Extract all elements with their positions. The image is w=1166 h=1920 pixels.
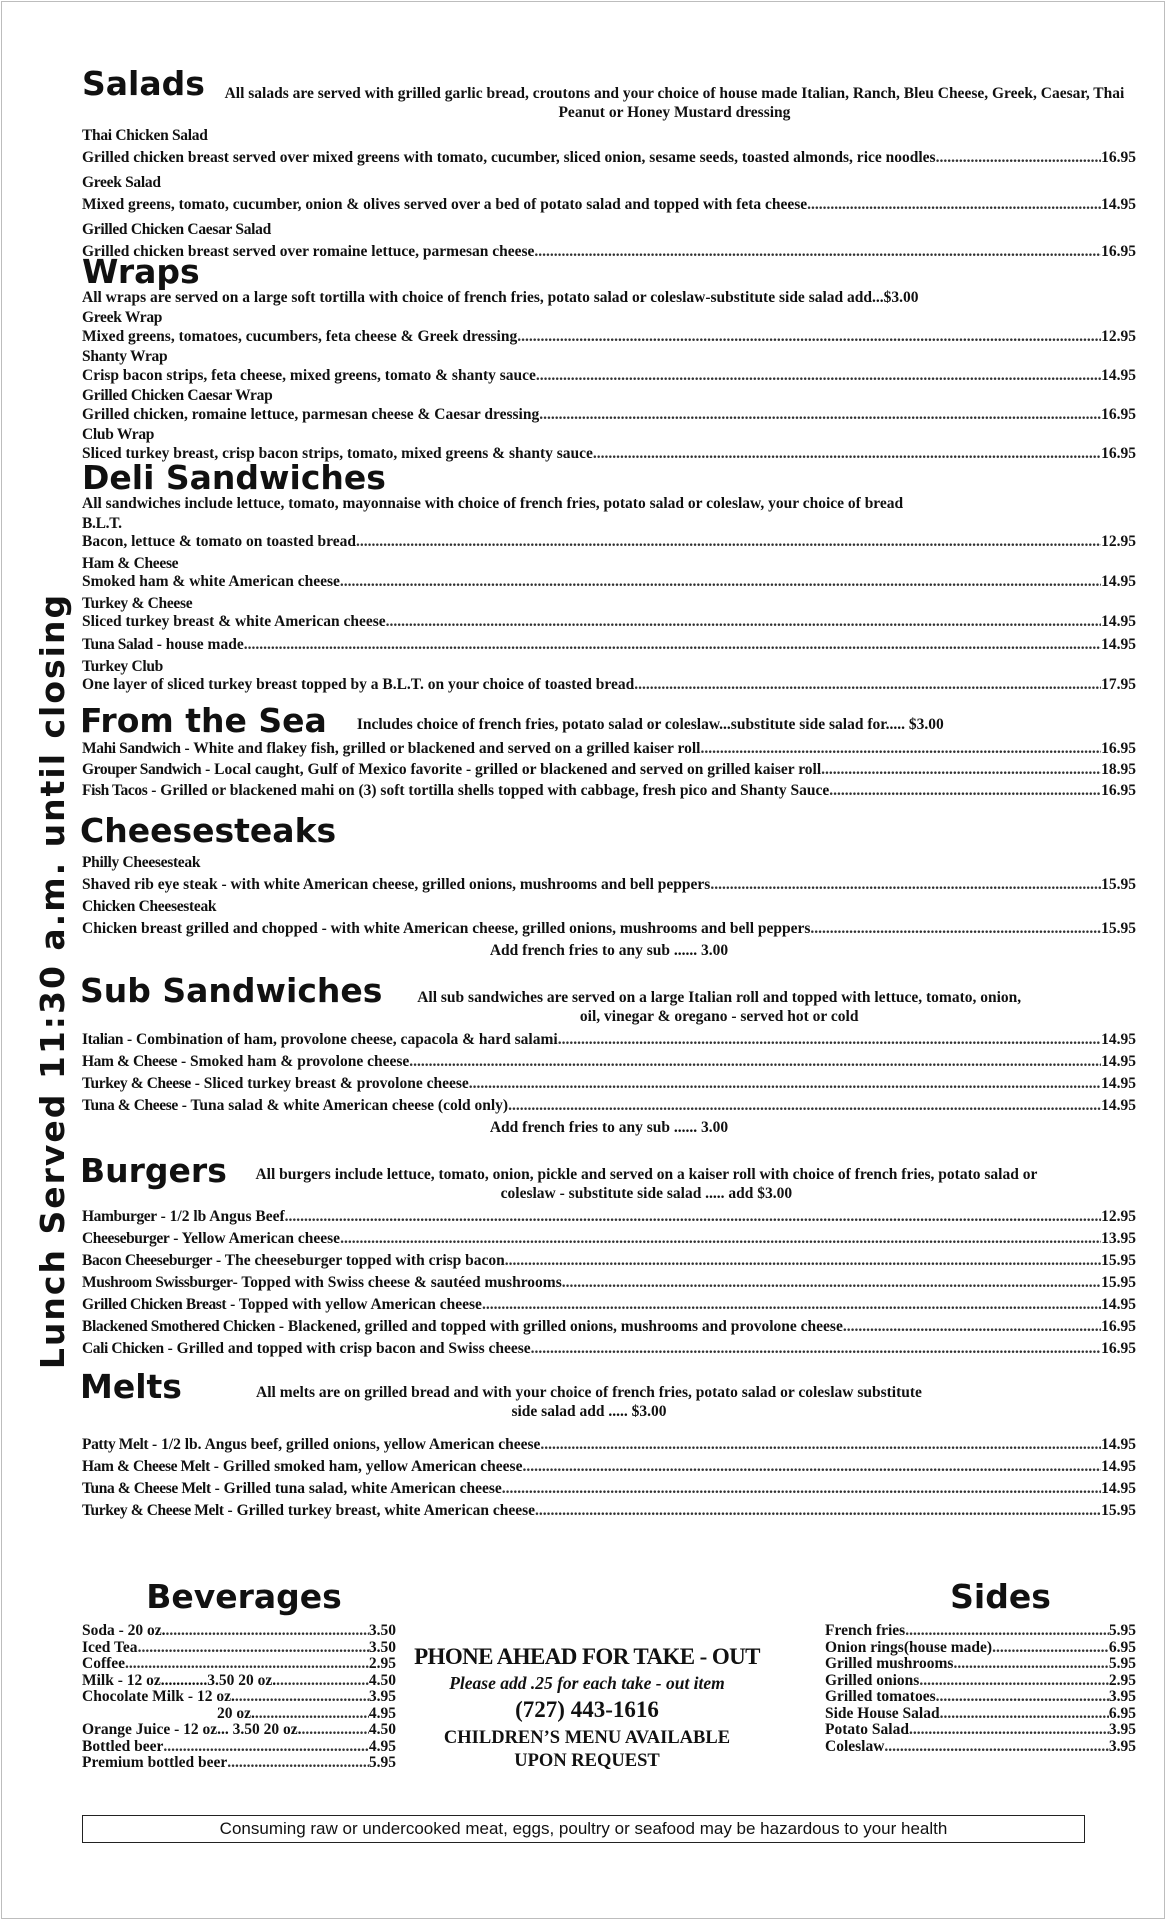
item-desc: - Combination of ham, provolone cheese, capacola & hard salami bbox=[123, 1031, 558, 1048]
takeout-info bbox=[407, 1643, 767, 1771]
menu-item-line bbox=[82, 1501, 1136, 1520]
sea-section bbox=[82, 703, 1136, 813]
item-price: 13.95 bbox=[1101, 1230, 1136, 1247]
item-desc: Mixed greens, tomato, cucumber, onion & olives served over a bed of potato salad and topped with feta cheese bbox=[82, 196, 808, 213]
beverage-line bbox=[82, 1673, 396, 1690]
item-name: Greek Salad bbox=[82, 174, 161, 191]
item-price: 14.95 bbox=[1101, 1436, 1136, 1453]
item-desc: - 1/2 lb Angus Beef bbox=[156, 1208, 285, 1225]
item-price: 14.95 bbox=[1101, 1031, 1136, 1048]
side-line bbox=[825, 1689, 1136, 1706]
item-name: Philly Cheesesteak bbox=[82, 854, 201, 871]
subs-section bbox=[82, 973, 1136, 1153]
sea-description: Includes choice of french fries, potato salad or coleslaw...substitute side salad for..... $3.00 bbox=[356, 716, 944, 733]
burgers-title: Burgers bbox=[80, 1151, 227, 1190]
item-name: Mushroom Swissburger bbox=[82, 1274, 233, 1291]
subs-title: Sub Sandwiches bbox=[80, 971, 383, 1010]
item-desc: - Topped with yellow American cheese bbox=[226, 1296, 482, 1313]
item-name: Thai Chicken Salad bbox=[82, 127, 208, 144]
menu-item-line bbox=[82, 327, 1136, 346]
side-label: Onion rings(house made) bbox=[825, 1638, 993, 1656]
menu-item-line bbox=[82, 1074, 1136, 1093]
item-name: Club Wrap bbox=[82, 426, 155, 443]
side-label: Potato Salad bbox=[825, 1721, 909, 1738]
item-price: 14.95 bbox=[1101, 1097, 1136, 1114]
item-price: 14.95 bbox=[1101, 573, 1136, 590]
burgers-section bbox=[82, 1153, 1136, 1369]
item-desc: - 1/2 lb. Angus beef, grilled onions, yellow American cheese bbox=[148, 1436, 541, 1453]
beverage-price: 3.95 bbox=[368, 1688, 396, 1705]
menu-item-line bbox=[82, 1435, 1136, 1454]
beverage-line bbox=[82, 1623, 396, 1640]
beverage-price: 4.50 bbox=[368, 1721, 396, 1738]
beverage-label: Orange Juice - 12 oz... 3.50 20 oz. bbox=[82, 1721, 302, 1738]
item-desc: Grilled chicken breast served over mixed greens with tomato, cucumber, sliced onion, sesame seeds, toasted almonds, rice noodles bbox=[82, 149, 936, 166]
item-price: 16.95 bbox=[1101, 1340, 1136, 1357]
item-name: B.L.T. bbox=[82, 515, 122, 532]
side-line bbox=[825, 1739, 1136, 1756]
item-desc: - Grilled turkey breast, white American cheese bbox=[223, 1502, 536, 1519]
item-price: 14.95 bbox=[1101, 636, 1136, 653]
beverage-line bbox=[82, 1739, 396, 1756]
menu-item-line bbox=[82, 1339, 1136, 1358]
item-name: Italian bbox=[82, 1031, 124, 1048]
item-price: 14.95 bbox=[1101, 1053, 1136, 1070]
beverage-line bbox=[82, 1689, 396, 1706]
item-name: Bacon Cheeseburger bbox=[82, 1252, 213, 1269]
menu-item-line bbox=[82, 1251, 1136, 1270]
item-name: Ham & Cheese bbox=[82, 1053, 178, 1070]
item-name: Blackened Smothered Chicken bbox=[82, 1318, 276, 1335]
item-desc: Chicken breast grilled and chopped - with white American cheese, grilled onions, mushrooms and bell peppers bbox=[82, 920, 811, 937]
side-price: 3.95 bbox=[1108, 1737, 1136, 1755]
beverage-line bbox=[82, 1755, 396, 1772]
item-name: Cali Chicken bbox=[82, 1340, 164, 1357]
melts-description: All melts are on grilled bread and with your choice of french fries, potato salad or coleslaw substitute side salad add ..... $3.00 bbox=[256, 1384, 922, 1420]
item-price: 15.95 bbox=[1101, 920, 1136, 937]
salads-title: Salads bbox=[82, 64, 205, 103]
item-price: 16.95 bbox=[1101, 740, 1136, 757]
side-price: 5.95 bbox=[1108, 1622, 1136, 1639]
menu-item-line bbox=[82, 1207, 1136, 1226]
side-price: 2.95 bbox=[1108, 1671, 1136, 1689]
item-price: 12.95 bbox=[1101, 1208, 1136, 1225]
item-price: 14.95 bbox=[1101, 1296, 1136, 1313]
item-price: 14.95 bbox=[1101, 1075, 1136, 1092]
side-line bbox=[825, 1673, 1136, 1690]
item-name: Tuna Salad bbox=[82, 636, 153, 653]
beverage-label: Iced Tea bbox=[82, 1638, 138, 1656]
menu-item-line bbox=[82, 675, 1136, 694]
cheesesteaks-title: Cheesesteaks bbox=[80, 811, 337, 850]
side-price: 3.95 bbox=[1108, 1688, 1136, 1705]
item-desc: - Smoked ham & provolone cheese bbox=[177, 1053, 410, 1070]
side-label: French fries bbox=[825, 1622, 906, 1639]
item-name: Ham & Cheese bbox=[82, 555, 179, 572]
takeout-heading: PHONE AHEAD FOR TAKE - OUT bbox=[414, 1644, 760, 1669]
deli-section bbox=[82, 460, 1136, 703]
item-desc: Bacon, lettuce & tomato on toasted bread bbox=[82, 533, 356, 550]
beverage-label: Coffee bbox=[82, 1655, 126, 1672]
item-name: Turkey & Cheese Melt bbox=[82, 1502, 224, 1519]
burgers-description: All burgers include lettuce, tomato, onion, pickle and served on a kaiser roll with choice of french fries, potato salad or coleslaw - substitute side salad ..... add $3.00 bbox=[255, 1166, 1038, 1202]
childrens-menu-line2: UPON REQUEST bbox=[514, 1751, 660, 1771]
item-name: Turkey & Cheese bbox=[82, 1075, 191, 1092]
item-desc: Sliced turkey breast & white American cheese bbox=[82, 613, 386, 630]
item-desc: - Yellow American cheese bbox=[169, 1230, 341, 1247]
beverage-label: Chocolate Milk - 12 oz. bbox=[82, 1688, 235, 1705]
beverages-title: Beverages bbox=[146, 1577, 342, 1616]
melts-section bbox=[82, 1369, 1136, 1529]
side-price: 6.95 bbox=[1108, 1638, 1136, 1656]
beverage-label: Soda - 20 oz. bbox=[82, 1622, 166, 1639]
item-desc: - White and flakey fish, grilled or blackened and served on a grilled kaiser roll bbox=[180, 740, 701, 757]
menu-item-line bbox=[82, 1317, 1136, 1336]
item-name: Grilled Chicken Caesar Salad bbox=[82, 221, 271, 238]
menu-item-line bbox=[82, 1096, 1136, 1115]
item-name: Tuna & Cheese Melt bbox=[82, 1480, 211, 1497]
side-price: 5.95 bbox=[1108, 1655, 1136, 1672]
item-price: 17.95 bbox=[1101, 676, 1136, 693]
beverage-label: Milk - 12 oz............3.50 20 oz. bbox=[82, 1671, 277, 1689]
deli-description: All sandwiches include lettuce, tomato, mayonnaise with choice of french fries, potato salad or coleslaw, your choice of bread bbox=[82, 495, 904, 512]
menu-item-line bbox=[82, 1479, 1136, 1498]
phone-number: (727) 443-1616 bbox=[515, 1697, 659, 1722]
menu-item-line bbox=[82, 635, 1136, 654]
menu-item-line bbox=[82, 405, 1136, 424]
item-name: Turkey & Cheese bbox=[82, 595, 193, 612]
menu-item-line bbox=[82, 1052, 1136, 1071]
item-desc: - Topped with Swiss cheese & sautéed mushrooms bbox=[232, 1274, 562, 1291]
menu-item-line bbox=[82, 875, 1136, 894]
cheesesteaks-note: Add french fries to any sub ...... 3.00 bbox=[489, 942, 729, 959]
menu-item-line bbox=[82, 195, 1136, 214]
item-desc: Smoked ham & white American cheese bbox=[82, 573, 340, 590]
item-desc: - Blackened, grilled and topped with grilled onions, mushrooms and provolone cheese bbox=[275, 1318, 843, 1335]
item-name: Shanty Wrap bbox=[82, 348, 168, 365]
beverage-price: 4.50 bbox=[368, 1671, 396, 1689]
menu-item-line bbox=[82, 760, 1136, 779]
menu-item-line bbox=[82, 1457, 1136, 1476]
item-name: Tuna & Cheese bbox=[82, 1097, 178, 1114]
item-desc: - Grilled and topped with crisp bacon and Swiss cheese bbox=[163, 1340, 531, 1357]
item-price: 16.95 bbox=[1101, 149, 1136, 166]
item-price: 18.95 bbox=[1101, 761, 1136, 778]
item-name: Hamburger bbox=[82, 1208, 157, 1225]
item-name: Greek Wrap bbox=[82, 309, 163, 326]
item-price: 14.95 bbox=[1101, 1458, 1136, 1475]
menu-item-line bbox=[82, 532, 1136, 551]
food-safety-warning: Consuming raw or undercooked meat, eggs, poultry or seafood may be hazardous to your health bbox=[82, 1815, 1085, 1843]
takeout-note: Please add .25 for each take - out item bbox=[449, 1673, 725, 1693]
item-name: Fish Tacos bbox=[82, 782, 148, 799]
sides-section bbox=[825, 1575, 1136, 1755]
salads-description: All salads are served with grilled garlic bread, croutons and your choice of house made Italian, Ranch, Bleu Cheese, Greek, Caesar, Thai Peanut or Honey Mustard dressing bbox=[224, 85, 1125, 121]
item-price: 14.95 bbox=[1101, 196, 1136, 213]
menu-item-line bbox=[82, 1273, 1136, 1292]
side-label: Side House Salad bbox=[825, 1704, 940, 1722]
item-desc: Sliced turkey breast, crisp bacon strips, tomato, mixed greens & shanty sauce bbox=[82, 445, 593, 462]
item-name: Ham & Cheese Melt bbox=[82, 1458, 210, 1475]
menu-item-line bbox=[82, 572, 1136, 591]
item-price: 16.95 bbox=[1101, 782, 1136, 799]
item-desc: Crisp bacon strips, feta cheese, mixed greens, tomato & shanty sauce bbox=[82, 367, 536, 384]
deli-title: Deli Sandwiches bbox=[82, 458, 386, 497]
menu-item-line bbox=[82, 242, 1136, 261]
beverage-price: 5.95 bbox=[368, 1754, 396, 1771]
beverages-section bbox=[82, 1575, 396, 1772]
item-desc: Shaved rib eye steak - with white American cheese, grilled onions, mushrooms and bell peppers bbox=[82, 876, 711, 893]
item-price: 16.95 bbox=[1101, 445, 1136, 462]
subs-description: All sub sandwiches are served on a large Italian roll and topped with lettuce, tomato, onion, oil, vinegar & oregano - served hot or cold bbox=[417, 989, 1022, 1025]
item-price: 15.95 bbox=[1101, 1252, 1136, 1269]
item-desc: - house made bbox=[152, 636, 244, 653]
melts-title: Melts bbox=[80, 1367, 182, 1406]
menu-item-line bbox=[82, 1030, 1136, 1049]
item-price: 14.95 bbox=[1101, 613, 1136, 630]
wraps-description: All wraps are served on a large soft tortilla with choice of french fries, potato salad or coleslaw-substitute side salad add...$3.00 bbox=[82, 289, 919, 306]
side-line bbox=[825, 1623, 1136, 1640]
menu-content bbox=[82, 66, 1136, 1529]
side-line bbox=[825, 1656, 1136, 1673]
beverage-line bbox=[82, 1722, 396, 1739]
item-price: 12.95 bbox=[1101, 533, 1136, 550]
beverage-line bbox=[82, 1656, 396, 1673]
item-desc: Grilled chicken breast served over romaine lettuce, parmesan cheese bbox=[82, 243, 535, 260]
item-name: Cheeseburger bbox=[82, 1230, 170, 1247]
menu-item-line bbox=[82, 1229, 1136, 1248]
cheesesteaks-section bbox=[82, 813, 1136, 973]
item-desc: - Tuna salad & white American cheese (cold only) bbox=[177, 1097, 509, 1114]
beverage-label: Premium bottled beer bbox=[82, 1754, 228, 1771]
item-name: Turkey Club bbox=[82, 658, 163, 675]
item-desc: Grilled chicken, romaine lettuce, parmesan cheese & Caesar dressing bbox=[82, 406, 540, 423]
item-price: 16.95 bbox=[1101, 406, 1136, 423]
item-name: Patty Melt bbox=[82, 1436, 149, 1453]
item-desc: - Grilled smoked ham, yellow American cheese bbox=[209, 1458, 523, 1475]
menu-item-line bbox=[82, 781, 1136, 800]
wraps-section bbox=[82, 254, 1136, 460]
menu-item-line bbox=[82, 1295, 1136, 1314]
item-desc: - Grilled or blackened mahi on (3) soft tortilla shells topped with cabbage, fresh pico and Shanty Sauce bbox=[147, 782, 830, 799]
item-name: Mahi Sandwich bbox=[82, 740, 181, 757]
item-price: 16.95 bbox=[1101, 1318, 1136, 1335]
item-desc: One layer of sliced turkey breast topped by a B.L.T. on your choice of toasted bread bbox=[82, 676, 635, 693]
side-line bbox=[825, 1706, 1136, 1723]
beverage-price: 3.50 bbox=[368, 1638, 396, 1656]
menu-item-line bbox=[82, 612, 1136, 631]
side-line bbox=[825, 1640, 1136, 1657]
item-desc: - The cheeseburger topped with crisp bacon bbox=[212, 1252, 505, 1269]
item-price: 14.95 bbox=[1101, 367, 1136, 384]
beverage-label: Bottled beer bbox=[82, 1737, 164, 1755]
side-label: Grilled onions bbox=[825, 1671, 920, 1689]
beverage-line bbox=[82, 1640, 396, 1657]
beverage-price: 4.95 bbox=[368, 1737, 396, 1755]
sea-title: From the Sea bbox=[80, 701, 327, 740]
side-label: Grilled mushrooms bbox=[825, 1655, 954, 1672]
menu-item-line bbox=[82, 919, 1136, 938]
sides-title: Sides bbox=[950, 1577, 1051, 1616]
side-price: 6.95 bbox=[1108, 1704, 1136, 1722]
menu-item-line bbox=[82, 739, 1136, 758]
wraps-title: Wraps bbox=[82, 252, 200, 291]
beverage-label: 20 oz. bbox=[217, 1704, 255, 1722]
subs-note: Add french fries to any sub ...... 3.00 bbox=[489, 1119, 729, 1136]
item-desc: - Sliced turkey breast & provolone cheese bbox=[190, 1075, 469, 1092]
item-price: 16.95 bbox=[1101, 243, 1136, 260]
side-label: Grilled tomatoes bbox=[825, 1688, 936, 1705]
salads-section bbox=[82, 64, 1136, 260]
menu-item-line bbox=[82, 148, 1136, 167]
item-price: 14.95 bbox=[1101, 1480, 1136, 1497]
item-name: Grilled Chicken Breast bbox=[82, 1296, 227, 1313]
side-line bbox=[825, 1722, 1136, 1739]
item-price: 15.95 bbox=[1101, 1274, 1136, 1291]
item-desc: - Grilled tuna salad, white American cheese bbox=[210, 1480, 502, 1497]
beverage-price: 4.95 bbox=[368, 1704, 396, 1722]
item-name: Grouper Sandwich bbox=[82, 761, 202, 778]
beverage-price: 3.50 bbox=[368, 1622, 396, 1639]
item-price: 15.95 bbox=[1101, 876, 1136, 893]
item-desc: Mixed greens, tomatoes, cucumbers, feta cheese & Greek dressing bbox=[82, 328, 518, 345]
lunch-hours-title: Lunch Served 11:30 a.m. until closing bbox=[33, 592, 72, 1370]
item-name: Grilled Chicken Caesar Wrap bbox=[82, 387, 273, 404]
beverage-line bbox=[82, 1706, 396, 1723]
menu-item-line bbox=[82, 366, 1136, 385]
side-label: Coleslaw bbox=[825, 1737, 885, 1755]
beverage-price: 2.95 bbox=[368, 1655, 396, 1672]
childrens-menu-line1: CHILDREN’S MENU AVAILABLE bbox=[443, 1728, 731, 1748]
side-price: 3.95 bbox=[1108, 1721, 1136, 1738]
bottom-area bbox=[82, 1575, 1136, 1785]
item-price: 12.95 bbox=[1101, 328, 1136, 345]
item-desc: - Local caught, Gulf of Mexico favorite - grilled or blackened and served on grilled kaiser roll bbox=[201, 761, 822, 778]
item-name: Chicken Cheesesteak bbox=[82, 898, 217, 915]
item-price: 15.95 bbox=[1101, 1502, 1136, 1519]
